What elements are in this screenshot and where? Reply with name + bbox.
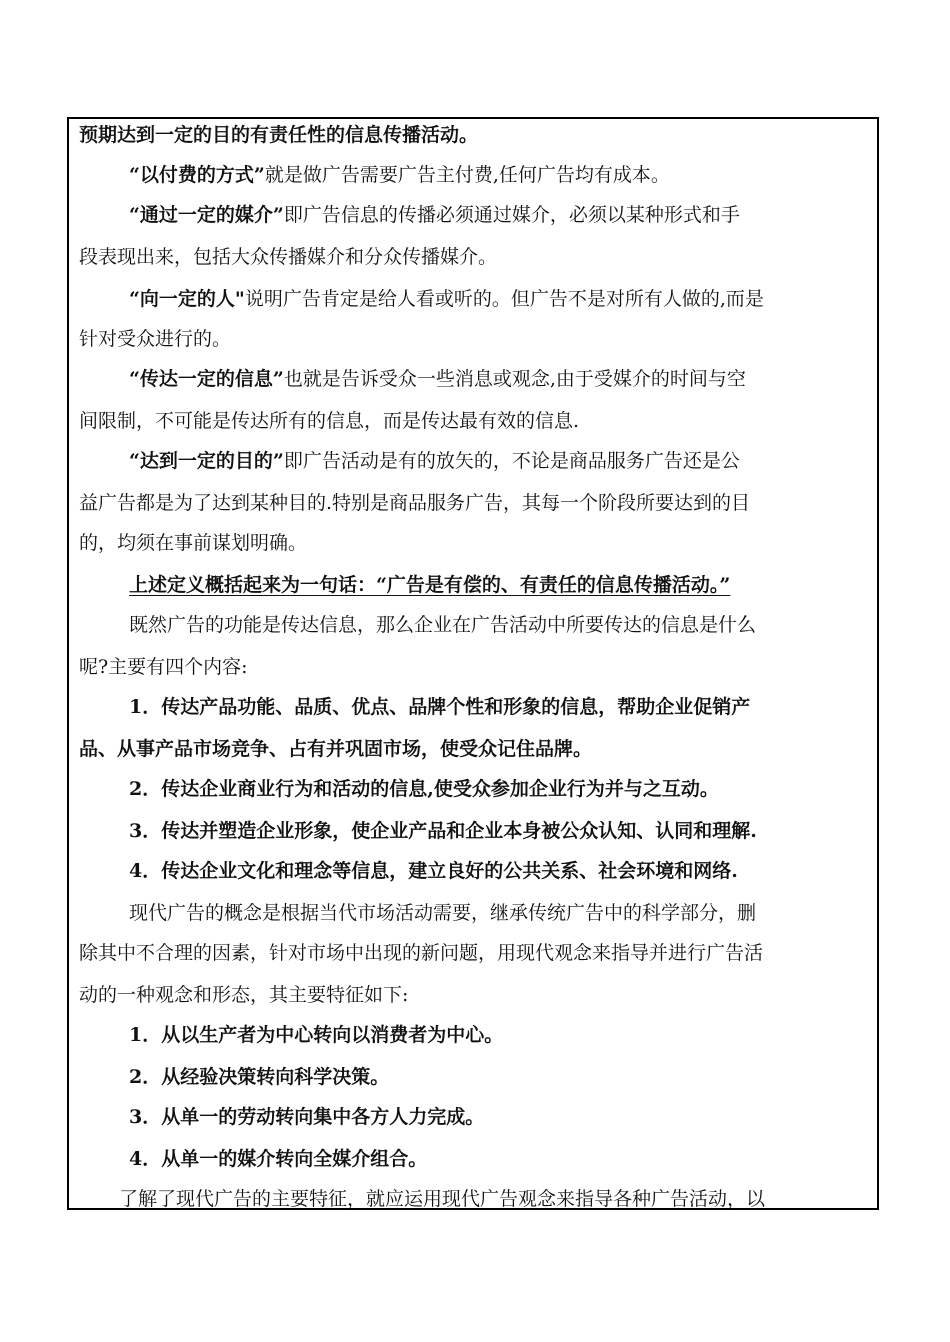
list-item: 品、从事产品市场竞争、占有并巩固市场，使受众记住品牌。 [79, 738, 593, 760]
term-label: “通过一定的媒介” [129, 204, 284, 226]
text-line [79, 325, 231, 353]
list-item: 1．从以生产者为中心转向以消费者为中心。 [129, 1024, 504, 1046]
text-line [129, 201, 740, 229]
text-line [79, 489, 750, 517]
term-label: “以付费的方式” [129, 164, 265, 186]
text-run: 除其中不合理的因素，针对市场中出现的新问题，用现代观念来指导并进行广告活 [79, 942, 764, 964]
text-line [79, 981, 408, 1009]
text-line [129, 1063, 389, 1091]
text-line [129, 161, 670, 189]
list-item: 4．从单一的媒介转向全媒介组合。 [129, 1148, 428, 1170]
text-line [79, 735, 592, 763]
text-run: 动的一种观念和形态，其主要特征如下: [79, 984, 409, 1006]
text-line [79, 653, 248, 681]
text-line [79, 121, 478, 149]
text-line [129, 899, 756, 927]
text-line [79, 407, 579, 435]
text-line [129, 775, 719, 803]
text-run: 也就是告诉受众一些消息或观念,由于受媒介的时间与空 [283, 368, 746, 390]
summary-statement: 上述定义概括起来为一句话：“广告是有偿的、有责任的信息传播活动。” [129, 574, 731, 596]
text-run: 就是做广告需要广告主付费,任何广告均有成本。 [264, 164, 670, 186]
text-line [129, 611, 756, 639]
text-run: 既然广告的功能是传达信息，那么企业在广告活动中所要传达的信息是什么 [129, 614, 757, 636]
text-run: 预期达到一定的目的有责任性的信息传播活动。 [79, 124, 479, 146]
text-line [129, 1021, 503, 1049]
text-run: 即广告活动是有的放矢的，不论是商品服务广告还是公 [283, 450, 740, 472]
text-line [129, 447, 740, 475]
text-line [129, 1103, 484, 1131]
list-item: 4．传达企业文化和理念等信息，建立良好的公共关系、社会环境和网络. [129, 860, 738, 882]
text-run: 段表现出来，包括大众传播媒介和分众传播媒介。 [79, 246, 498, 268]
text-line [79, 529, 307, 557]
text-run: 现代广告的概念是根据当代市场活动需要，继承传统广告中的科学部分，删 [129, 902, 757, 924]
text-run: 了解了现代广告的主要特征，就应运用现代广告观念来指导各种广告活动，以 [119, 1188, 766, 1210]
text-line [129, 1145, 427, 1173]
text-line [129, 285, 764, 313]
text-line [79, 243, 497, 271]
list-item: 2．从经验决策转向科学决策。 [129, 1066, 390, 1088]
term-label: “向一定的人" [129, 288, 245, 310]
text-line [129, 571, 730, 599]
list-item: 3．从单一的劳动转向集中各方人力完成。 [129, 1106, 485, 1128]
term-label: “达到一定的目的” [129, 450, 284, 472]
text-frame [67, 117, 879, 1210]
text-run: 即广告信息的传播必须通过媒介，必须以某种形式和手 [283, 204, 740, 226]
text-run: 针对受众进行的。 [79, 328, 232, 350]
text-run: 的，均须在事前谋划明确。 [79, 532, 308, 554]
text-line [119, 1185, 765, 1213]
text-line [129, 857, 738, 885]
term-label: “传达一定的信息” [129, 368, 284, 390]
text-line [79, 939, 763, 967]
text-line [129, 693, 750, 721]
text-line [129, 817, 757, 845]
list-item: 3．传达并塑造企业形象，使企业产品和企业本身被公众认知、认同和理解. [129, 820, 757, 842]
text-run: 呢?主要有四个内容: [79, 656, 248, 678]
text-run: 间限制，不可能是传达所有的信息，而是传达最有效的信息. [79, 410, 580, 432]
text-run: 说明广告肯定是给人看或听的。但广告不是对所有人做的,而是 [244, 288, 764, 310]
list-item: 1．传达产品功能、品质、优点、品牌个性和形象的信息，帮助企业促销产 [129, 696, 751, 718]
text-run: 益广告都是为了达到某种目的.特别是商品服务广告，其每一个阶段所要达到的目 [79, 492, 751, 514]
list-item: 2．传达企业商业行为和活动的信息,使受众参加企业行为并与之互动。 [129, 778, 719, 800]
text-line [129, 365, 746, 393]
